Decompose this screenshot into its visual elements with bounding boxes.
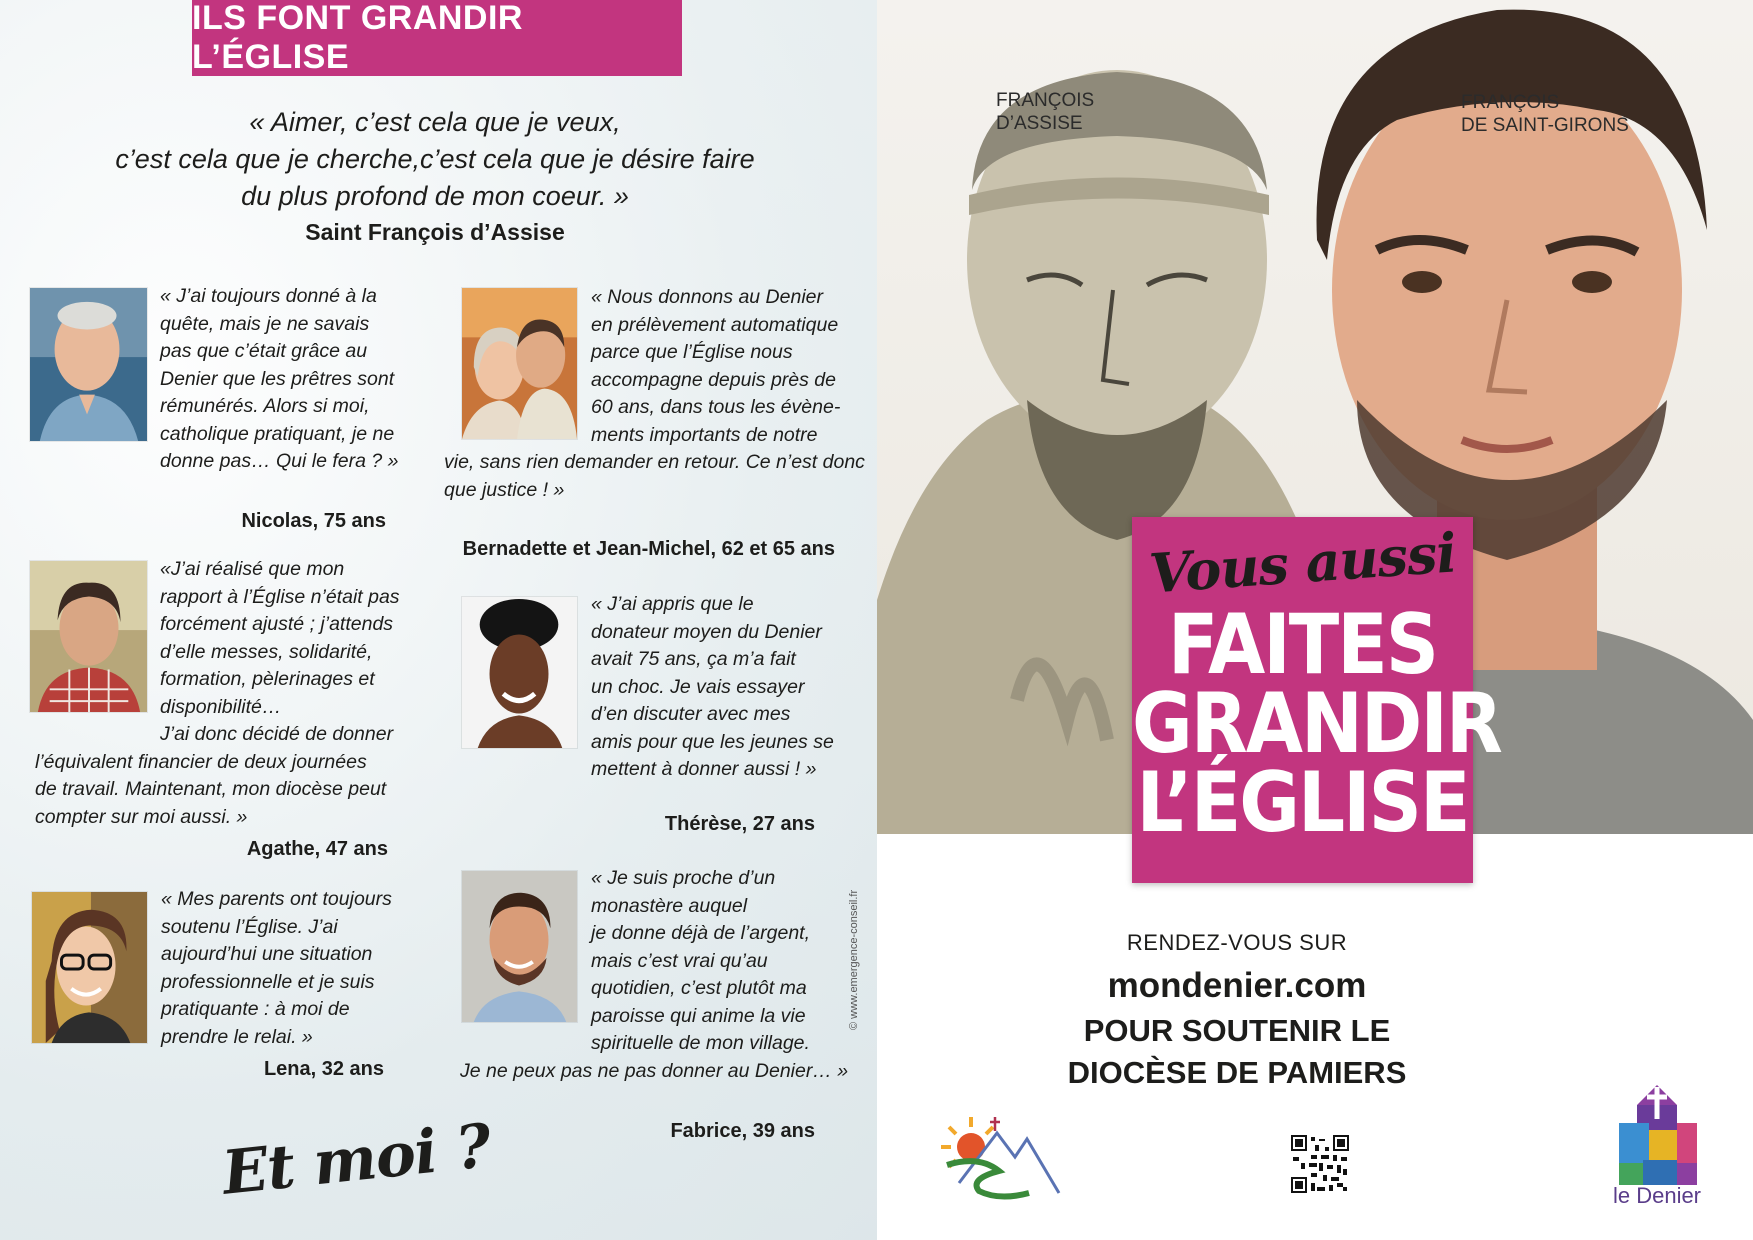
headline-line: FAITES xyxy=(1167,596,1438,694)
headline-script: Vous aussi xyxy=(1147,520,1458,606)
testimony-line: quotidien, c’est plutôt ma xyxy=(591,977,807,999)
testimony-line: de travail. Maintenant, mon diocèse peut xyxy=(35,778,387,800)
testimony-line: Je ne peux pas ne pas donner au Denier… » xyxy=(460,1060,849,1082)
testimony-line: je donne déjà de l’argent, xyxy=(591,922,811,944)
testimony-agathe xyxy=(160,556,400,721)
support-line: DIOCÈSE DE PAMIERS xyxy=(1067,1055,1407,1090)
testimony-fabrice xyxy=(591,865,810,1058)
testimony-line: forcément ajusté ; j’attends xyxy=(160,613,394,635)
testimony-line: pas que c’était grâce au xyxy=(160,340,368,362)
testimony-line: « J’ai appris que le xyxy=(591,593,754,615)
qr-code-icon[interactable] xyxy=(1291,1135,1349,1193)
testimony-line: en prélèvement automatique xyxy=(591,313,839,336)
photo-nicolas xyxy=(29,287,148,442)
headline-box xyxy=(1132,517,1501,883)
photo-therese xyxy=(461,596,578,749)
testimony-line: un choc. Je vais essayer xyxy=(591,675,805,698)
denier-logo-text: le Denier xyxy=(1612,1183,1702,1208)
testimony-line: mettent à donner aussi ! » xyxy=(591,758,817,780)
testimony-line: donateur moyen du Denier xyxy=(591,620,822,643)
testimony-line: compter sur moi aussi. » xyxy=(35,805,248,828)
testimony-nicolas xyxy=(160,283,399,476)
photo-fabrice xyxy=(461,870,578,1023)
testimony-line: professionnelle et je suis xyxy=(161,970,375,993)
headline-line: L’ÉGLISE xyxy=(1136,754,1469,852)
testimony-bernadette-continued xyxy=(444,449,865,504)
name-therese: Thérèse, 27 ans xyxy=(664,813,815,835)
quote-line: du plus profond de mon coeur. » xyxy=(241,181,629,211)
rendezvous-text: RENDEZ-VOUS SUR xyxy=(1126,930,1348,955)
testimony-line: « J’ai toujours donné à la xyxy=(160,285,377,307)
label-francois-assise: FRANÇOIS D’ASSISE xyxy=(996,90,1095,134)
testimony-bernadette-jean-michel xyxy=(591,284,840,449)
testimony-therese xyxy=(591,591,834,784)
testimony-line: vie, sans rien demander en retour. Ce n’est donc xyxy=(444,451,865,473)
photo-lena xyxy=(31,891,148,1044)
photo-agathe xyxy=(29,560,148,713)
testimony-line: que justice ! » xyxy=(444,478,565,501)
testimony-line: avait 75 ans, ça m’a fait xyxy=(591,648,796,670)
section-banner xyxy=(192,0,682,76)
testimony-line: «J’ai réalisé que mon xyxy=(160,558,345,580)
cover-panel xyxy=(877,0,1753,1240)
testimony-line: d’en discuter avec mes xyxy=(591,703,791,725)
headline-line: GRANDIR xyxy=(1132,675,1501,773)
testimony-line: 60 ans, dans tous les évène- xyxy=(591,396,841,418)
testimony-line: Denier que les prêtres sont xyxy=(160,367,395,390)
testimony-line: accompagne depuis près de xyxy=(591,368,836,391)
banner-title: ILS FONT GRANDIR L’ÉGLISE xyxy=(192,0,523,76)
testimony-line: « Mes parents ont toujours xyxy=(161,888,392,910)
testimony-line: monastère auquel xyxy=(591,894,748,917)
support-line: POUR SOUTENIR LE xyxy=(1083,1013,1391,1048)
testimony-line: amis pour que les jeunes se xyxy=(591,730,834,753)
testimony-agathe-continued xyxy=(35,721,393,831)
testimony-fabrice-continued xyxy=(460,1058,848,1086)
name-bernadette-jean-michel: Bernadette et Jean-Michel, 62 et 65 ans xyxy=(462,538,835,560)
testimony-line: prendre le relai. » xyxy=(161,1025,313,1048)
quote-line: « Aimer, c’est cela que je veux, xyxy=(249,107,621,137)
quote-author: Saint François d’Assise xyxy=(305,219,565,245)
support-text xyxy=(977,1010,1497,1094)
saint-quote xyxy=(100,104,770,215)
testimony-line: rémunérés. Alors si moi, xyxy=(160,395,370,417)
testimony-line: paroisse qui anime la vie xyxy=(591,1004,806,1027)
testimony-line: mais c’est vrai qu’au xyxy=(591,949,768,972)
testimony-line: aujourd’hui une situation xyxy=(161,943,373,965)
label-francois-saint-girons: FRANÇOIS DE SAINT-GIRONS xyxy=(1461,92,1629,136)
testimony-line: « Nous donnons au Denier xyxy=(591,286,823,308)
quote-line: c’est cela que je cherche,c’est cela que je désire faire xyxy=(115,144,755,174)
name-agathe: Agathe, 47 ans xyxy=(246,838,388,860)
testimony-line: disponibilité… xyxy=(160,695,282,718)
testimony-line: soutenu l’Église. J’ai xyxy=(161,915,338,938)
website-link[interactable]: mondenier.com xyxy=(1107,966,1367,1005)
name-nicolas: Nicolas, 75 ans xyxy=(241,510,386,532)
closing-question: Et moi ? xyxy=(219,1111,494,1209)
name-lena: Lena, 32 ans xyxy=(263,1058,384,1080)
testimony-line: quête, mais je ne savais xyxy=(160,312,370,335)
testimony-line: catholique pratiquant, je ne xyxy=(160,422,395,445)
name-fabrice: Fabrice, 39 ans xyxy=(670,1120,815,1142)
denier-logo xyxy=(1607,1075,1707,1200)
testimony-line: J’ai donc décidé de donner xyxy=(160,723,394,745)
credit: © www.emergence-conseil.fr xyxy=(848,889,860,1030)
testimony-line: donne pas… Qui le fera ? » xyxy=(160,450,399,472)
testimony-line: spirituelle de mon village. xyxy=(591,1032,810,1054)
testimony-line: « Je suis proche d’un xyxy=(591,867,776,889)
diocese-logo xyxy=(939,1105,1064,1205)
testimony-line: rapport à l’Église n’était pas xyxy=(160,585,400,608)
photo-bernadette-jean-michel xyxy=(461,287,578,440)
testimony-line: d’elle messes, solidarité, xyxy=(160,640,373,663)
testimony-line: ments importants de notre xyxy=(591,423,818,446)
testimony-line: pratiquante : à moi de xyxy=(161,998,350,1020)
testimony-line: formation, pèlerinages et xyxy=(160,668,375,690)
testimony-line: parce que l’Église nous xyxy=(591,341,793,363)
testimony-lena xyxy=(161,886,392,1051)
testimony-line: l’équivalent financier de deux journées xyxy=(35,750,367,773)
